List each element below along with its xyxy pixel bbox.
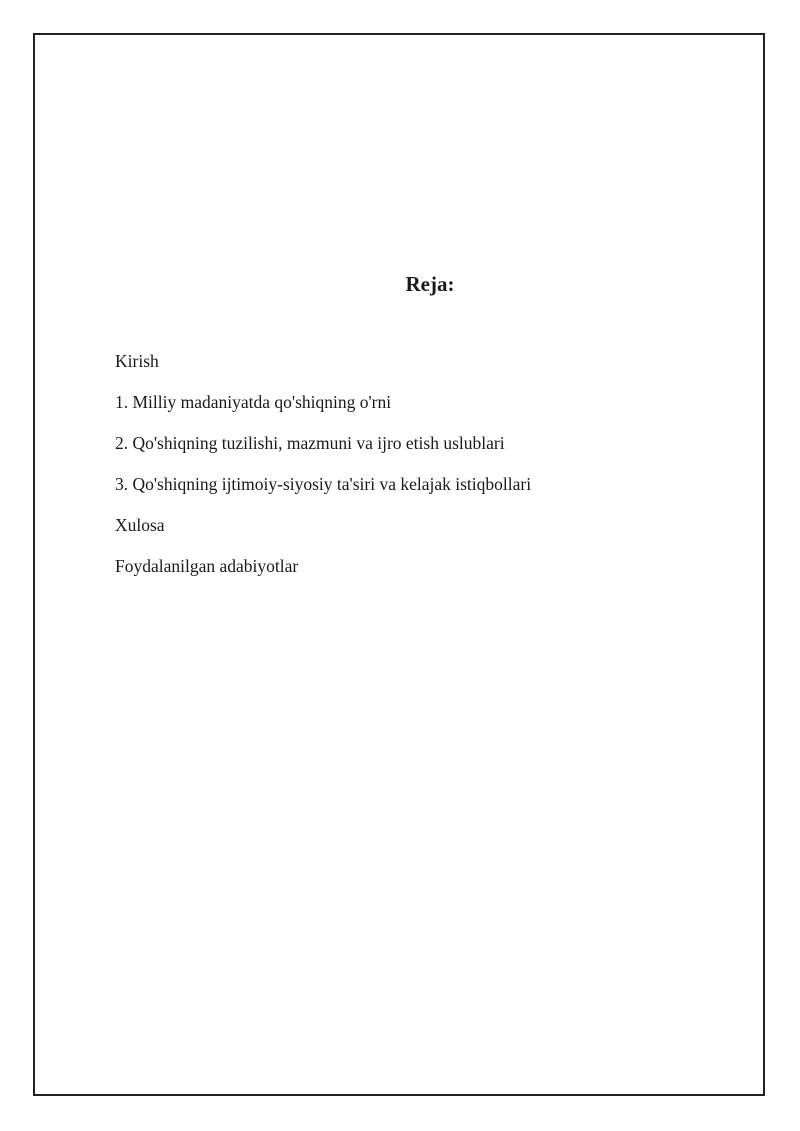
toc-item-references: Foydalanilgan adabiyotlar [115,556,299,576]
toc-item-section-3: 3. Qo'shiqning ijtimoiy-siyosiy ta'siri va kelajak istiqbollari [115,474,532,494]
toc-item-introduction: Kirish [115,351,159,371]
toc-item-conclusion: Xulosa [115,515,165,535]
table-of-contents [115,351,531,597]
document-title: Reja: [405,272,455,296]
toc-item-section-1: 1. Milliy madaniyatda qo'shiqning o'rni [115,392,392,412]
toc-item-section-2: 2. Qo'shiqning tuzilishi, mazmuni va ijro etish uslublari [115,433,505,453]
